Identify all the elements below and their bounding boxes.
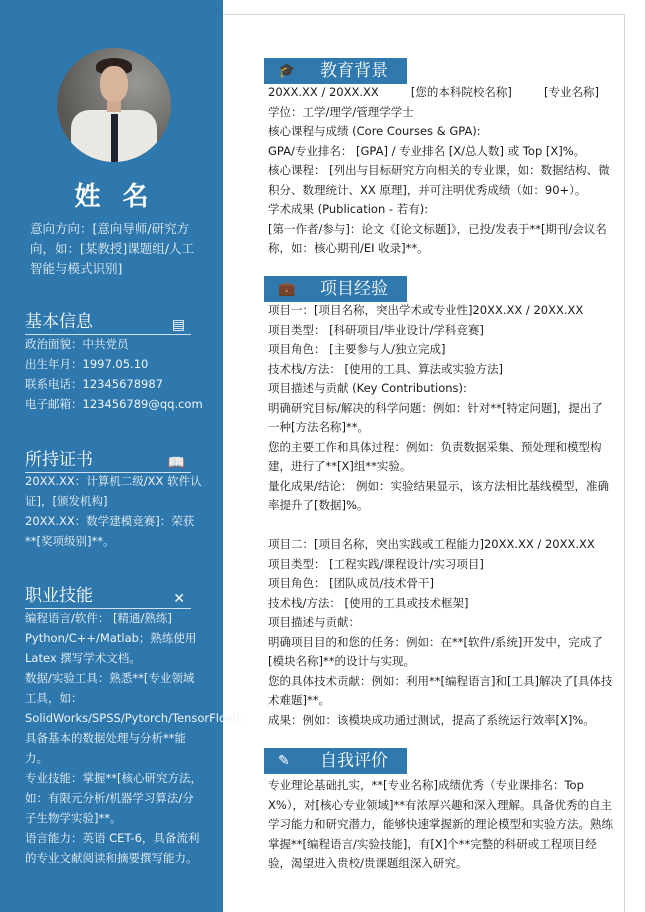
project-line: 项目类型： [科研项目/毕业设计/学科竞赛] <box>268 322 484 337</box>
project-line: 项目类型： [工程实践/课程设计/实习项目] <box>268 556 484 571</box>
tools-icon: ✕ <box>173 591 185 607</box>
project-line: 技术栈/方法： [使用的工具或技术框架] <box>268 595 469 610</box>
edu-line: 核心课程与成绩 (Core Courses & GPA): <box>268 124 481 138</box>
list-item: 电子邮箱：123456789@qq.com <box>25 397 203 411</box>
project-1 <box>268 301 613 516</box>
education-body <box>268 83 613 259</box>
edu-major: [专业名称] <box>544 85 599 99</box>
heading-text: 所持证书 <box>25 450 93 470</box>
edu-line: GPA/专业排名： [GPA] / 专业排名 [X/总人数] 或 Top [X]%。 <box>268 143 586 158</box>
self-eval-body: 专业理论基础扎实，**[专业名称]成绩优秀（专业课排名：Top X%），对[核心专业领域]**有浓厚兴趣和深入理解。具备优秀的自主学习能力和研究潜力，能够快速掌握新的理论模型和实验方法。熟练掌握**[编程语言/实验技能]，有[X]个**完整的科研或工程项目经验，渴望进入贵校/贵课题组深入研究。 <box>268 778 613 870</box>
list-item: 20XX.XX：数学建模竞赛]：荣获**[奖项级别]**。 <box>25 514 195 548</box>
graduation-cap-icon: 🎓 <box>278 63 296 79</box>
projects-header <box>264 276 407 302</box>
list-item: 语言能力：英语 CET-6，具备流利的专业文献阅读和摘要撰写能力。 <box>25 831 200 865</box>
skills-list <box>25 608 252 868</box>
intent-direction: 意向方向：[意向导师/研究方向，如：[某教授]课题组/人工智能与模式识别] <box>30 221 194 276</box>
project-line: 明确研究目标/解决的科学问题：例如：针对**[特定问题]，提出了一种[方法名称]**。 <box>268 400 603 434</box>
heading-text: 基本信息 <box>25 312 93 332</box>
project-line: 项目描述与贡献： <box>268 615 360 629</box>
list-item: 出生年月：1997.05.10 <box>25 357 149 371</box>
edu-date: 20XX.XX / 20XX.XX <box>268 85 379 99</box>
certs-list <box>25 471 205 551</box>
heading-text: 职业技能 <box>25 586 93 606</box>
edu-line: 核心课程： [列出与目标研究方向相关的专业课，如：数据结构、微积分、数理统计、XX 原理]，并可注明优秀成绩（如：90+）。 <box>268 163 610 197</box>
list-item: 联系电话：12345678987 <box>25 377 163 391</box>
self-eval-header <box>264 748 407 774</box>
skills-heading <box>25 585 191 609</box>
project-line: 技术栈/方法： [使用的工具、算法或实验方法] <box>268 361 504 376</box>
edu-line: [第一作者/参与]：论文《[论文标题]》，已投/发表于**[期刊/会议名称，如：核心期刊/EI 收录]**。 <box>268 221 607 255</box>
project-line: 项目角色： [主要参与人/独立完成] <box>268 342 446 356</box>
edu-school: [您的本科院校名称] <box>410 85 512 99</box>
candidate-name: 姓名 <box>74 182 171 212</box>
section-title: 教育背景 <box>320 61 388 81</box>
project-line: 成果：例如：该模块成功通过测试，提高了系统运行效率[X]%。 <box>268 712 595 727</box>
section-title: 项目经验 <box>320 279 388 299</box>
project-line: 明确项目目的和您的任务：例如：在**[软件/系统]开发中，完成了[模块名称]**的设计与实现。 <box>268 634 603 668</box>
basic-info-heading <box>25 311 191 335</box>
edu-line: 学位：工学/理学/管理学学士 <box>268 104 414 119</box>
pencil-icon: ✎ <box>278 753 290 769</box>
section-title: 自我评价 <box>320 751 388 771</box>
project-line: 您的主要工作和具体过程：例如：负责数据采集、预处理和模型构建，进行了**[X]组**实验。 <box>268 439 602 473</box>
project-line: 量化成果/结论： 例如：实验结果显示，该方法相比基线模型，准确率提升了[数据]%。 <box>268 478 610 512</box>
project-2 <box>268 535 613 730</box>
list-item: 专业技能：掌握**[核心研究方法，如：有限元分析/机器学习算法/分子生物学实验]**。 <box>25 771 202 825</box>
sidebar <box>0 0 252 912</box>
book-icon: 📖 <box>167 455 185 471</box>
project-line: 项目角色： [团队成员/技术骨干] <box>268 576 435 590</box>
message-icon: ▤ <box>171 317 185 333</box>
basic-info-list <box>25 334 205 414</box>
project-line: 项目二：[项目名称，突出实践或工程能力]20XX.XX / 20XX.XX <box>268 537 595 551</box>
project-line: 项目描述与贡献 (Key Contributions): <box>268 381 467 395</box>
briefcase-icon: 💼 <box>278 281 296 297</box>
edu-line: 学术成果 (Publication - 若有): <box>268 202 429 216</box>
avatar <box>57 48 171 162</box>
project-line: 项目一：[项目名称，突出学术或专业性]20XX.XX / 20XX.XX <box>268 303 584 317</box>
list-item: 政治面貌：中共党员 <box>25 337 129 351</box>
list-item: 数据/实验工具：熟悉**[专业领域工具，如：SolidWorks/SPSS/Pytorch/TensorFlow]；具备基本的数据处理与分析**能力。 <box>25 671 252 765</box>
certs-heading <box>25 449 191 473</box>
list-item: 20XX.XX：计算机二级/XX 软件认证]，[颁发机构] <box>25 474 202 508</box>
list-item: 编程语言/软件： [精通/熟练] Python/C++/Matlab；熟练使用 Latex 撰写学术文档。 <box>25 611 197 665</box>
education-header <box>264 58 407 84</box>
project-line: 您的具体技术贡献：例如：利用**[编程语言]和[工具]解决了[具体技术难题]**。 <box>268 673 613 707</box>
